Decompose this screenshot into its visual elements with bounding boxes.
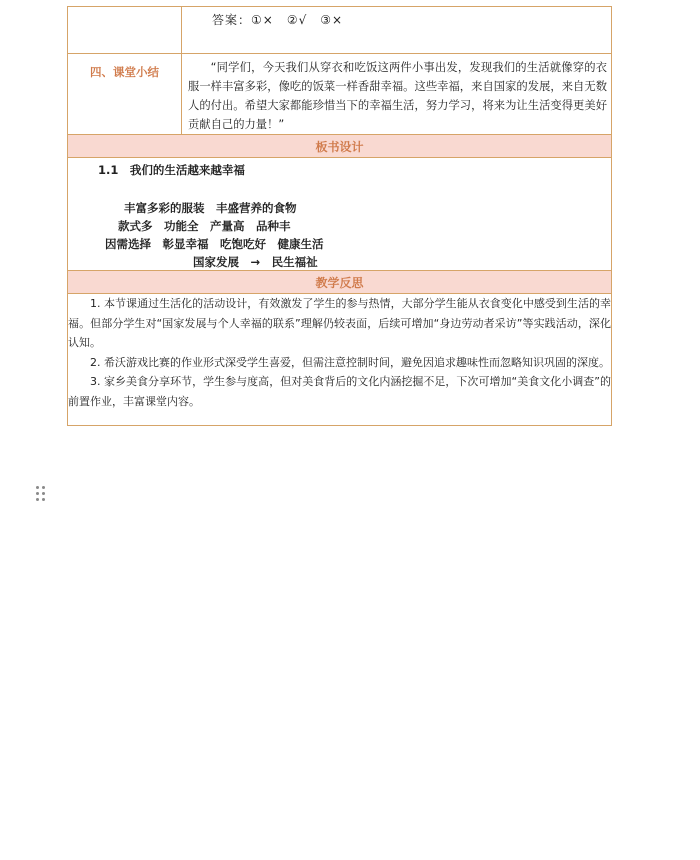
board-header-row: [68, 135, 612, 158]
summary-text: “同学们，今天我们从穿衣和吃饭这两件小事出发，发现我们的生活就像穿的衣服一样丰富多彩，像吃的饭菜一样香甜幸福。这些幸福，来自国家的发展，来自无数人的付出。希望大家都能珍惜当下的幸福生活，努力学习，将来为让生活变得更美好贡献自己的力量！”: [188, 61, 607, 131]
summary-label: 四、课堂小结: [90, 65, 159, 79]
reflection-item: 1. 本节课通过生活化的活动设计，有效激发了学生的参与热情，大部分学生能从衣食变化中感受到生活的幸福。但部分学生对“国家发展与个人幸福的联系”理解仍较表面，后续可增加“身边劳动者采访”等实践活动，深化认知。: [68, 297, 611, 349]
board-line: 因需选择 彰显幸福 吃饱吃好 健康生活: [105, 237, 324, 251]
summary-label-cell: [68, 54, 182, 135]
summary-row: [68, 54, 612, 135]
answer-content-cell: [182, 7, 612, 54]
board-line: 款式多 功能全 产量高 品种丰: [118, 219, 291, 233]
answer-text: 答案：①× ②√ ③×: [212, 13, 344, 27]
board-row: [68, 158, 612, 271]
drag-handle-icon[interactable]: [36, 486, 46, 502]
reflection-item: 3. 家乡美食分享环节，学生参与度高，但对美食背后的文化内涵挖掘不足，下次可增加“美食文化小调查”的前置作业，丰富课堂内容。: [68, 375, 611, 408]
board-title: 1.1 我们的生活越来越幸福: [98, 163, 245, 177]
answer-row: [68, 7, 612, 54]
reflection-header: 教学反思: [68, 271, 612, 294]
lesson-plan-table: [67, 6, 612, 426]
reflection-item: 2. 希沃游戏比赛的作业形式深受学生喜爱，但需注意控制时间，避免因追求趣味性而忽略知识巩固的深度。: [90, 355, 610, 369]
board-line: 丰富多彩的服装 丰盛营养的食物: [124, 201, 297, 215]
answer-label-cell: [68, 7, 182, 54]
board-content: [68, 158, 612, 271]
board-header: 板书设计: [68, 135, 612, 158]
board-line: 国家发展 → 民生福祉: [193, 255, 318, 269]
reflection-header-row: [68, 271, 612, 294]
reflection-content: [68, 294, 612, 426]
reflection-row: [68, 294, 612, 426]
summary-content-cell: [182, 54, 612, 135]
